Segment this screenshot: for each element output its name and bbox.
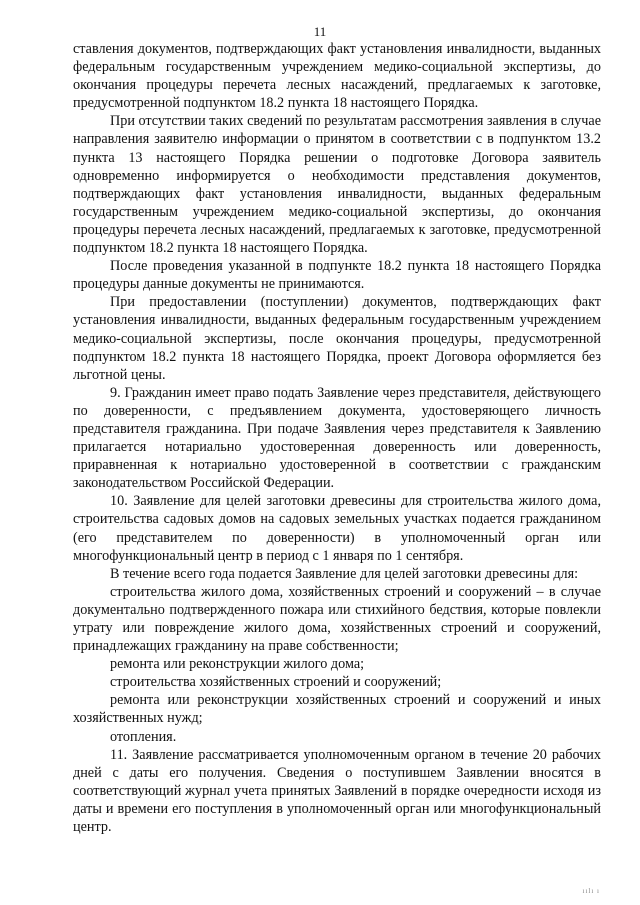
paragraph: При предоставлении (поступлении) документов, подтверждающих факт установления инвалидности, выданных федеральным государственным учреждением медико-социальной экспертизы, после окончания процедуры, предусмотренной подпунктом 18.2 пункта 18 настоящего Порядка, проект Договора оформляется без льготной цены. <box>73 294 601 383</box>
footer-mark: ıılı ı <box>582 887 600 895</box>
paragraph-item-9: 9. Гражданин имеет право подать Заявление через представителя, действующего по доверенности, с предъявлением документа, удостоверяющего личность представителя гражданина. При подаче Заявления через представителя к Заявлению прилагается нотариально удостоверенная доверенность или доверенность, приравненная к нотариально удостоверенной в соответствии с гражданским законодательством Российской Федерации. <box>73 384 601 492</box>
list-item: строительства хозяйственных строений и сооружений; <box>110 674 442 691</box>
paragraph: При отсутствии таких сведений по результатам рассмотрения заявления в случае направления заявителю информации о принятом в соответствии с в подпунктом 13.2 пункта 13 настоящего Порядка решении о подготовке Договора заявитель одновременно информируется о необходимости представления документов, подтверждающих факт установления инвалидности, выданных федеральным государственным учреждением медико-социальной экспертизы, до окончания процедуры перечета лесных насаждений, предлагаемых к заготовке, предусмотренной подпунктом 18.2 пункта 18 настоящего Порядка. <box>73 113 601 257</box>
list-item: отопления. <box>110 728 177 745</box>
page-number: 11 <box>313 24 327 39</box>
paragraph: После проведения указанной в подпункте 18.2 пункта 18 настоящего Порядка процедуры данные документы не принимаются. <box>73 258 601 293</box>
list-item: строительства жилого дома, хозяйственных строений и сооружений – в случае документально подтвержденного пожара или стихийного бедствия, которые повлекли утрату или повреждение жилого дома, хозяйственных строений и сооружений, принадлежащих гражданину на праве собственности; <box>73 583 601 655</box>
list-item: ремонта или реконструкции жилого дома; <box>110 656 365 673</box>
document-body <box>73 40 601 836</box>
paragraph-item-11: 11. Заявление рассматривается уполномоченным органом в течение 20 рабочих дней с даты его получения. Сведения о поступившем Заявлении вносятся в соответствующий журнал учета принятых Заявлений в порядке очередности исходя из даты и времени его поступления в уполномоченный орган или многофункциональный центр. <box>73 746 601 836</box>
paragraph-continuation: ставления документов, подтверждающих факт установления инвалидности, выданных федеральным государственным учреждением медико-социальной экспертизы, до окончания процедуры перечета лесных насаждений, предлагаемых к заготовке, предусмотренной подпунктом 18.2 пункта 18 настоящего Порядка. <box>73 41 601 112</box>
paragraph: В течение всего года подается Заявление для целей заготовки древесины для: <box>110 565 579 582</box>
paragraph-item-10: 10. Заявление для целей заготовки древесины для строительства жилого дома, строительства садовых домов на садовых земельных участках подается гражданином (его представителем по доверенности) в уполномоченный орган или многофункциональный центр в период с 1 января по 1 сентября. <box>73 493 601 564</box>
list-item: ремонта или реконструкции хозяйственных строений и сооружений и иных хозяйственных нужд; <box>73 692 601 727</box>
